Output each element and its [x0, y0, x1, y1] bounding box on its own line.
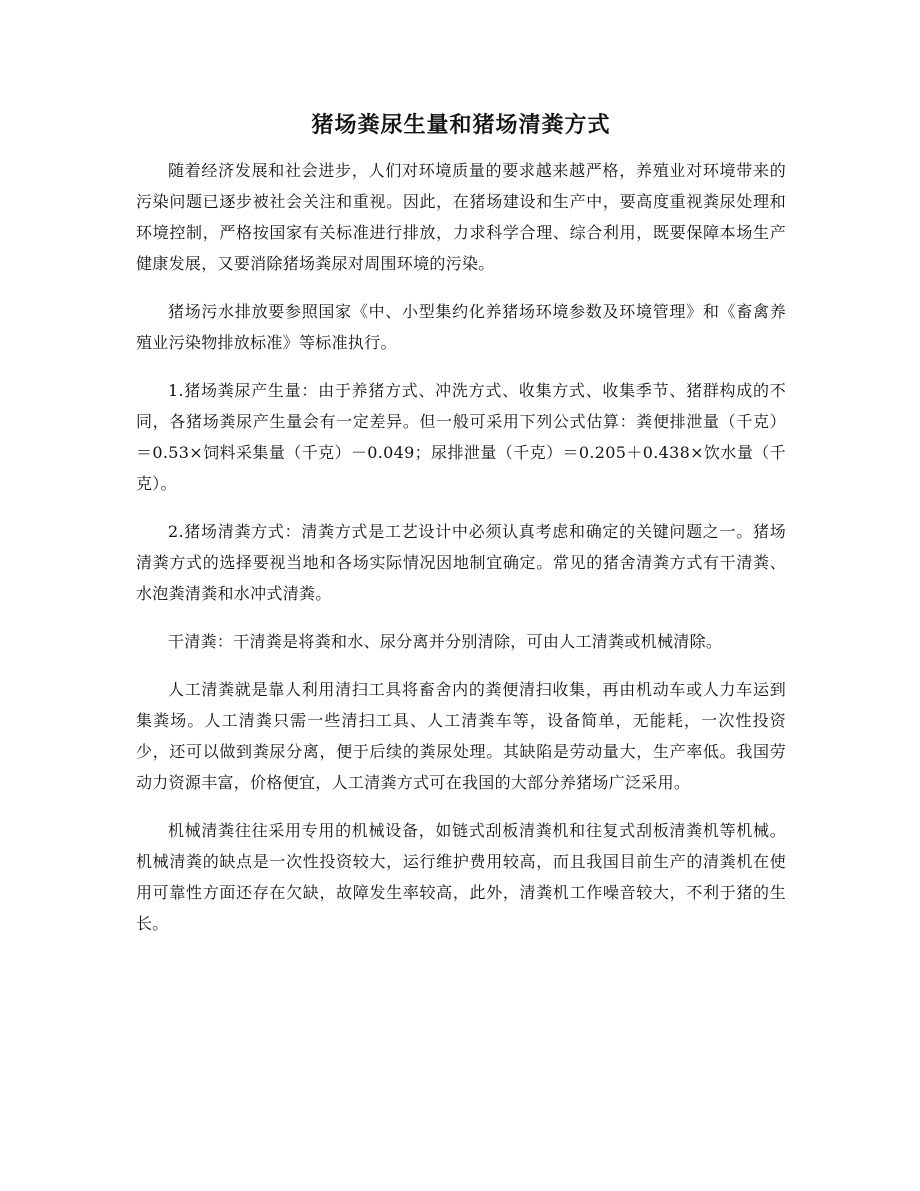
document-title: 猪场粪尿生量和猪场清粪方式 [311, 112, 611, 138]
paragraph-manual-cleaning: 人工清粪就是靠人利用清扫工具将畜舍内的粪便清扫收集，再由机动车或人力车运到集粪场。人工清粪只需一些清扫工具、人工清粪车等，设备简单，无能耗，一次性投资少，还可以做到粪尿分离，便于后续的粪尿处理。其缺陷是劳动量大，生产率低。我国劳动力资源丰富，价格便宜，人工清粪方式可在我国的大部分养猪场广泛采用。 [136, 680, 786, 792]
document-body [136, 102, 786, 956]
paragraph-intro: 随着经济发展和社会进步，人们对环境质量的要求越来越严格，养殖业对环境带来的污染问题已逐步被社会关注和重视。因此，在猪场建设和生产中，要高度重视粪尿处理和环境控制，严格按国家有关标准进行排放，力求科学合理、综合利用，既要保障本场生产健康发展，又要消除猪场粪尿对周围环境的污染。 [136, 161, 786, 273]
paragraph-standards: 猪场污水排放要参照国家《中、小型集约化养猪场环境参数及环境管理》和《畜禽养殖业污染物排放标准》等标准执行。 [136, 302, 786, 352]
paragraph-dry-cleaning: 干清粪：干清粪是将粪和水、尿分离并分别清除，可由人工清粪或机械清除。 [168, 632, 723, 651]
paragraph-mechanical-cleaning: 机械清粪往往采用专用的机械设备，如链式刮板清粪机和往复式刮板清粪机等机械。机械清粪的缺点是一次性投资较大，运行维护费用较高，而且我国目前生产的清粪机在使用可靠性方面还存在欠缺，故障发生率较高，此外，清粪机工作噪音较大，不利于猪的生长。 [136, 821, 786, 933]
paragraph-cleaning-methods: 2.猪场清粪方式：清粪方式是工艺设计中必须认真考虑和确定的关键问题之一。猪场清粪方式的选择要视当地和各场实际情况因地制宜确定。常见的猪舍清粪方式有干清粪、水泡粪清粪和水冲式清粪。 [136, 522, 786, 603]
paragraph-manure-output: 1.猪场粪尿产生量：由于养猪方式、冲洗方式、收集方式、收集季节、猪群构成的不同，各猪场粪尿产生量会有一定差异。但一般可采用下列公式估算：粪便排泄量（千克）＝0.53×饲料采集量（千克）－0.049；尿排泄量（千克）＝0.205＋0.438×饮水量（千克）。 [136, 381, 786, 493]
